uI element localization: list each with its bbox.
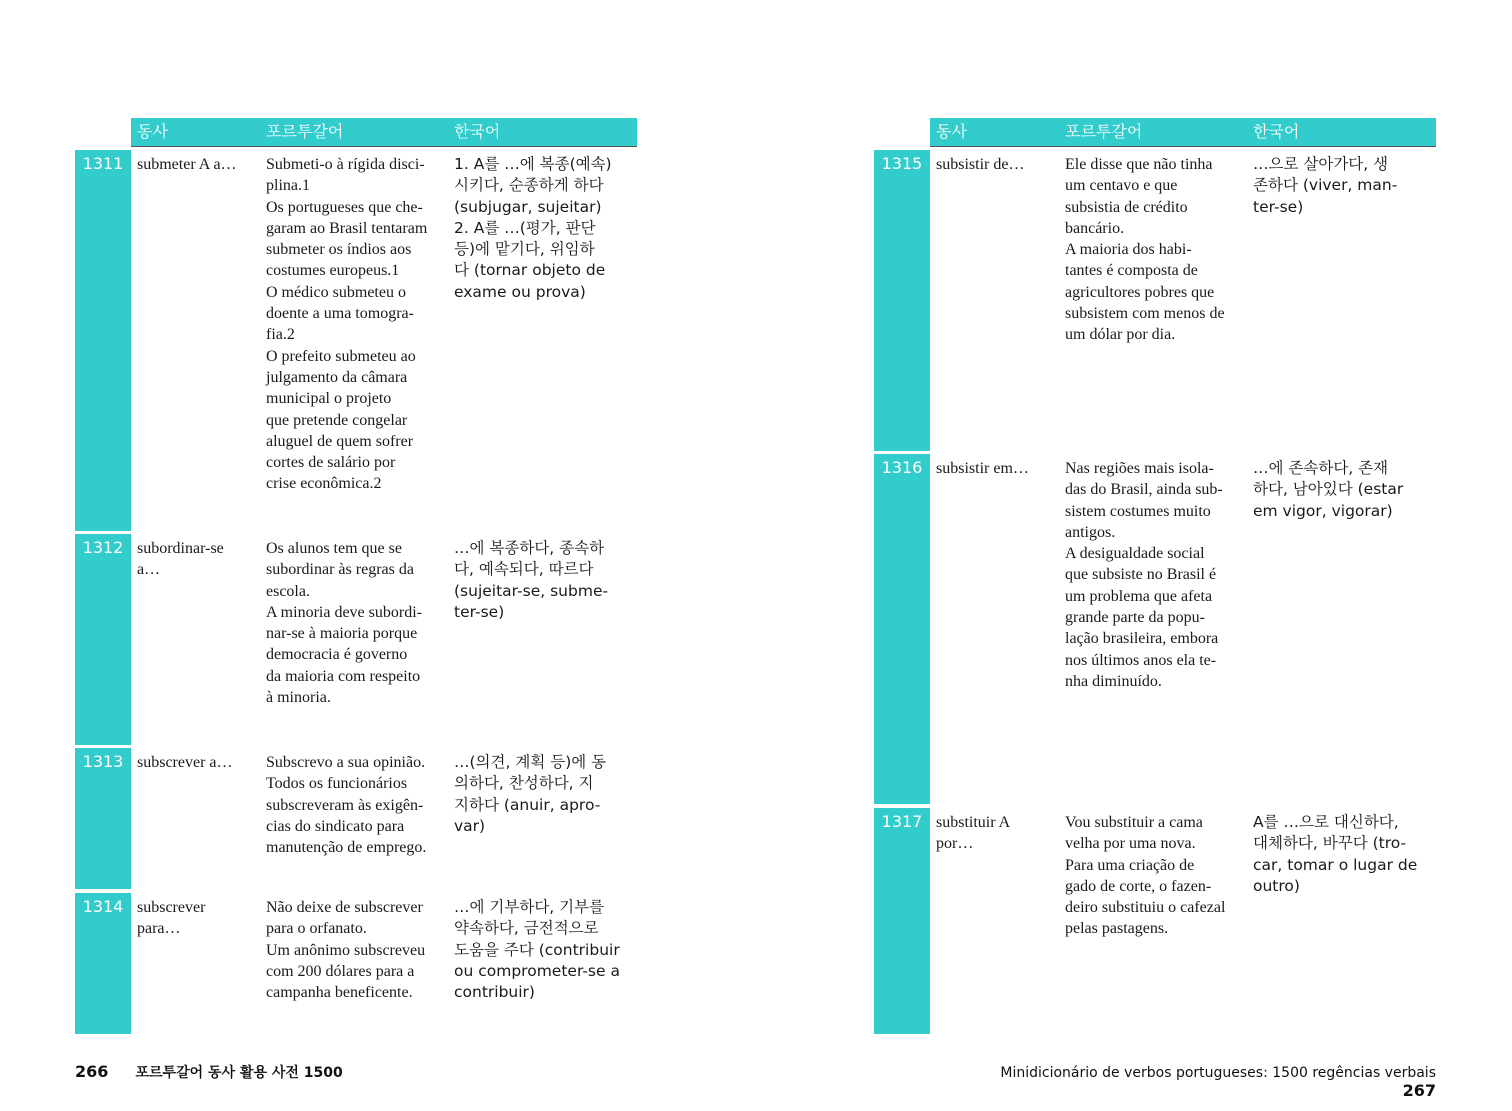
portuguese-example-line: que pretende congelar	[266, 411, 408, 429]
column-header-korean: 한국어	[1253, 122, 1300, 141]
portuguese-example-line: para o orfanato.	[266, 920, 367, 938]
left-page	[75, 0, 637, 1111]
portuguese-example-line: deiro substituiu o cafezal	[1065, 899, 1226, 917]
entry-row	[75, 893, 637, 1034]
portuguese-example-line: gado de corte, o fazen-	[1065, 877, 1212, 895]
korean-meaning	[454, 538, 636, 623]
verb-phrase	[936, 154, 1056, 175]
portuguese-example-line: submeter os índios aos	[266, 241, 412, 259]
korean-meaning-line: …에 기부하다, 기부를	[454, 898, 605, 916]
korean-meaning-line: 2. A를 …(평가, 판단	[454, 218, 596, 237]
portuguese-example-line: Todos os funcionários	[266, 775, 408, 793]
portuguese-example-line: julgamento da câmara	[266, 368, 408, 386]
verb-phrase-line: subscrever	[137, 899, 206, 916]
portuguese-example-line: A maioria dos habi-	[1065, 241, 1192, 259]
portuguese-example-line: cias do sindicato para	[266, 817, 405, 835]
portuguese-example-line: subsistem com menos de	[1065, 305, 1225, 323]
portuguese-example	[266, 897, 446, 1003]
verb-phrase-line: substituir A	[936, 814, 1011, 831]
right-page	[874, 0, 1436, 1111]
portuguese-example	[1065, 458, 1245, 692]
portuguese-example-line: Nas regiões mais isola-	[1065, 460, 1214, 477]
column-header-verb: 동사	[137, 122, 168, 141]
portuguese-example-line: manutenção de emprego.	[266, 839, 427, 857]
portuguese-example-line: um dólar por dia.	[1065, 326, 1176, 344]
portuguese-example-line: nos últimos anos ela te-	[1065, 651, 1217, 669]
entry-row	[75, 748, 637, 889]
portuguese-example-line: A desigualdade social	[1065, 545, 1205, 563]
portuguese-example-line: das do Brasil, ainda sub-	[1065, 481, 1223, 499]
korean-meaning	[454, 752, 636, 837]
korean-meaning-line: (subjugar, sujeitar)	[454, 197, 602, 216]
verb-phrase	[936, 458, 1056, 479]
entry-number: 1312	[75, 534, 131, 745]
korean-meaning-line: contribuir)	[454, 983, 535, 1002]
table-header	[131, 118, 637, 146]
column-header-verb: 동사	[936, 122, 967, 141]
portuguese-example-line: crise econômica.2	[266, 475, 382, 493]
entry-row	[874, 454, 1436, 804]
portuguese-example-line: velha por uma nova.	[1065, 835, 1196, 853]
korean-meaning	[454, 154, 636, 303]
portuguese-example-line: à minoria.	[266, 689, 331, 707]
entry-number: 1314	[75, 893, 131, 1034]
portuguese-example-line: nha diminuído.	[1065, 672, 1162, 690]
portuguese-example	[266, 752, 446, 858]
portuguese-example-line: garam ao Brasil tentaram	[266, 219, 428, 237]
entry-number: 1313	[75, 748, 131, 889]
page-footer	[75, 1062, 343, 1082]
korean-meaning	[1253, 812, 1435, 897]
korean-meaning-line: 등)에 맡기다, 위임하	[454, 240, 595, 259]
portuguese-example-line: subordinar às regras da	[266, 561, 414, 579]
verb-phrase	[137, 752, 257, 773]
korean-meaning-line: ter-se)	[1253, 197, 1304, 216]
korean-meaning-line: 1. A를 …에 복종(예속)	[454, 155, 612, 173]
portuguese-example-line: plina.1	[266, 177, 310, 195]
portuguese-example-line: um problema que afeta	[1065, 587, 1213, 605]
korean-meaning-line: 다 (tornar objeto de	[454, 261, 606, 280]
portuguese-example-line: Subscrevo a sua opinião.	[266, 754, 426, 771]
portuguese-example-line: Os portugueses que che-	[266, 198, 423, 216]
korean-meaning-line: car, tomar o lugar de	[1253, 855, 1418, 874]
entry-number: 1315	[874, 150, 930, 451]
entry-number: 1317	[874, 808, 930, 1034]
portuguese-example-line: nar-se à maioria porque	[266, 625, 418, 643]
verb-phrase-line: a…	[137, 561, 161, 579]
column-header-portuguese: 포르투갈어	[1065, 122, 1143, 141]
header-rule	[930, 146, 1436, 147]
verb-phrase-line: por…	[936, 835, 974, 853]
table-header	[930, 118, 1436, 146]
portuguese-example-line: Os alunos tem que se	[266, 540, 402, 557]
portuguese-example-line: Para uma criação de	[1065, 856, 1195, 874]
verb-phrase	[137, 897, 257, 940]
korean-meaning-line: 하다, 남아있다 (estar	[1253, 480, 1404, 499]
korean-meaning	[1253, 154, 1435, 218]
portuguese-example-line: antigos.	[1065, 523, 1116, 541]
portuguese-example-line: fia.2	[266, 326, 295, 344]
entry-number: 1316	[874, 454, 930, 804]
korean-meaning-line: …(의견, 계획 등)에 동	[454, 753, 607, 771]
portuguese-example-line: tantes é composta de	[1065, 262, 1198, 280]
portuguese-example-line: Submeti-o à rígida disci-	[266, 156, 425, 173]
portuguese-example-line: aluguel de quem sofrer	[266, 432, 414, 450]
korean-meaning-line: 대체하다, 바꾸다 (tro-	[1253, 834, 1407, 853]
portuguese-example-line: escola.	[266, 582, 310, 600]
portuguese-example-line: subscreveram às exigên-	[266, 796, 424, 814]
portuguese-example-line: grande parte da popu-	[1065, 609, 1205, 627]
verb-phrase	[936, 812, 1056, 855]
korean-meaning-line: 지하다 (anuir, apro-	[454, 795, 601, 814]
portuguese-example-line: O prefeito submeteu ao	[266, 347, 416, 365]
portuguese-example-line: Não deixe de subscrever	[266, 899, 423, 916]
korean-meaning-line: …에 존속하다, 존재	[1253, 459, 1389, 477]
portuguese-example	[266, 154, 446, 495]
entry-row	[874, 808, 1436, 1034]
portuguese-example-line: costumes europeus.1	[266, 262, 400, 280]
entry-row	[874, 150, 1436, 451]
portuguese-example-line: que subsiste no Brasil é	[1065, 566, 1217, 584]
portuguese-example-line: doente a uma tomogra-	[266, 305, 414, 323]
korean-meaning-line: outro)	[1253, 876, 1300, 895]
page-footer	[956, 1062, 1436, 1100]
portuguese-example-line: municipal o projeto	[266, 390, 392, 408]
korean-meaning-line: …으로 살아가다, 생	[1253, 155, 1389, 173]
portuguese-example-line: um centavo e que	[1065, 177, 1178, 195]
verb-phrase-line: subscrever a…	[137, 754, 233, 771]
korean-meaning-line: 시키다, 순종하게 하다	[454, 176, 604, 195]
column-header-portuguese: 포르투갈어	[266, 122, 344, 141]
korean-meaning	[454, 897, 636, 1003]
korean-meaning-line: ter-se)	[454, 602, 505, 621]
portuguese-example-line: A minoria deve subordi-	[266, 603, 422, 621]
portuguese-example-line: sistem costumes muito	[1065, 502, 1211, 520]
korean-meaning-line: var)	[454, 816, 486, 835]
korean-meaning-line: 약속하다, 금전적으로	[454, 919, 599, 938]
verb-phrase	[137, 538, 257, 581]
portuguese-example-line: campanha beneficente.	[266, 984, 413, 1002]
portuguese-example-line: O médico submeteu o	[266, 283, 406, 301]
header-rule	[131, 146, 637, 147]
korean-meaning-line: …에 복종하다, 종속하	[454, 539, 605, 557]
korean-meaning-line: 의하다, 찬성하다, 지	[454, 774, 594, 793]
portuguese-example-line: lação brasileira, embora	[1065, 630, 1219, 648]
verb-phrase	[137, 154, 257, 175]
verb-phrase-line: subordinar-se	[137, 540, 224, 557]
portuguese-example-line: Vou substituir a cama	[1065, 814, 1203, 831]
korean-meaning-line: (sujeitar-se, subme-	[454, 581, 609, 600]
portuguese-example	[1065, 812, 1245, 940]
column-header-korean: 한국어	[454, 122, 501, 141]
portuguese-example-line: democracia é governo	[266, 646, 408, 664]
entry-row	[75, 534, 637, 745]
korean-meaning-line: 다, 예속되다, 따르다	[454, 560, 594, 579]
book-title: 포르투갈어 동사 활용 사전 1500	[135, 1065, 343, 1081]
verb-phrase-line: subsistir em…	[936, 460, 1029, 477]
portuguese-example-line: pelas pastagens.	[1065, 920, 1169, 938]
portuguese-example-line: Um anônimo subscreveu	[266, 941, 426, 959]
book-title: Minidicionário de verbos portugueses: 1500 regências verbais	[1000, 1065, 1436, 1081]
entry-number: 1311	[75, 150, 131, 531]
korean-meaning-line: A를 …으로 대신하다,	[1253, 813, 1399, 831]
page-number: 266	[75, 1062, 109, 1081]
korean-meaning-line: exame ou prova)	[454, 282, 586, 301]
portuguese-example-line: agricultores pobres que	[1065, 283, 1215, 301]
entry-row	[75, 150, 637, 531]
page-number: 267	[1402, 1081, 1436, 1100]
portuguese-example-line: com 200 dólares para a	[266, 962, 415, 980]
portuguese-example-line: Ele disse que não tinha	[1065, 156, 1213, 173]
portuguese-example	[266, 538, 446, 708]
korean-meaning-line: 도움을 주다 (contribuir	[454, 940, 620, 959]
portuguese-example-line: da maioria com respeito	[266, 667, 421, 685]
portuguese-example-line: bancário.	[1065, 219, 1125, 237]
verb-phrase-line: para…	[137, 920, 181, 938]
portuguese-example	[1065, 154, 1245, 346]
korean-meaning-line: em vigor, vigorar)	[1253, 501, 1393, 520]
portuguese-example-line: subsistia de crédito	[1065, 198, 1188, 216]
verb-phrase-line: submeter A a…	[137, 156, 237, 173]
verb-phrase-line: subsistir de…	[936, 156, 1025, 173]
korean-meaning	[1253, 458, 1435, 522]
korean-meaning-line: 존하다 (viver, man-	[1253, 176, 1398, 195]
korean-meaning-line: ou comprometer-se a	[454, 961, 620, 980]
portuguese-example-line: cortes de salário por	[266, 454, 396, 472]
